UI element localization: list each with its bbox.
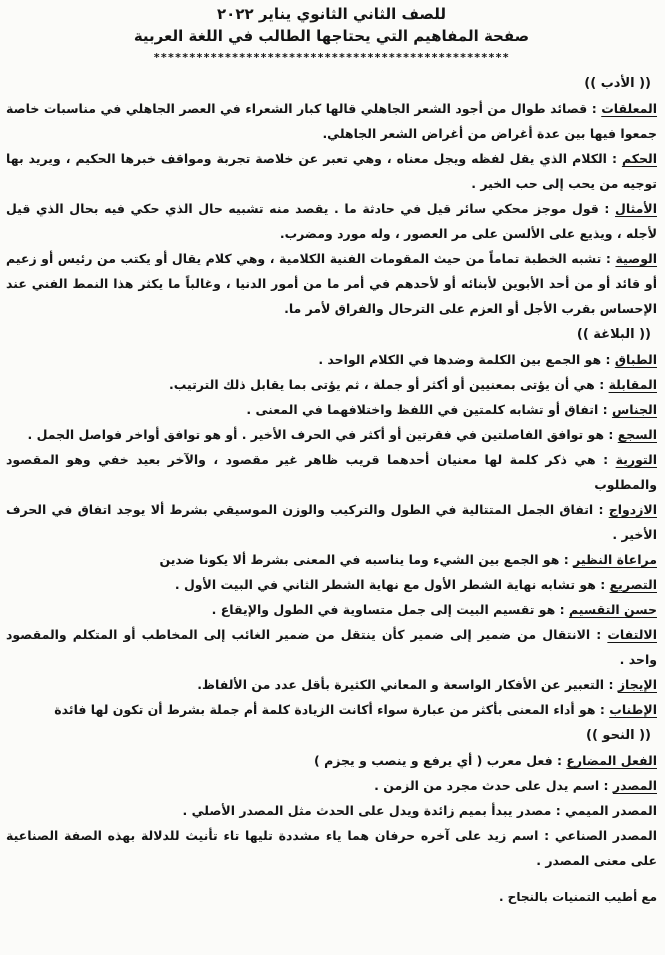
entry-definition: : هو أداء المعنى بأكثر من عبارة سواء أكانت الزيادة كلمة أم جملة بشرط أن تكون لها فائدة bbox=[54, 702, 605, 717]
entry-term: المعلقات bbox=[601, 101, 658, 116]
entry-definition: : اتفاق الجمل المتتالية في الطول والتركيب والوزن الموسيقي بشرط ألا يوجد اتفاق في الحرف الأخير . bbox=[6, 502, 657, 542]
entry-muraat-alnazir bbox=[6, 547, 657, 572]
entry-definition: : هو تشابه نهاية الشطر الأول مع نهاية الشطر الثاني في البيت الأول . bbox=[174, 577, 606, 592]
section-title-adab: (( الأدب )) bbox=[584, 76, 651, 91]
entry-definition: المصدر الصناعي : اسم زيد على آخره حرفان هما ياء مشددة تليها تاء تأنيث للدلالة بهذه الصفة الصناعية على معنى المصدر . bbox=[6, 828, 657, 868]
section-title-nahw: (( النحو )) bbox=[586, 728, 651, 743]
entry-tasri bbox=[6, 572, 657, 597]
entry-term: الفعل المضارع bbox=[566, 753, 657, 768]
entry-definition: : هي أن يؤتى بمعنيين أو أكثر أو جملة ، ثم يؤتى بما يقابل ذلك الترتيب. bbox=[168, 377, 605, 392]
entry-tibaq bbox=[6, 347, 657, 372]
entry-definition: : فعل معرب ( أي يرفع و ينصب و يجزم ) bbox=[314, 753, 562, 768]
entry-definition: : هو الجمع بين الشيء وما يناسبه في المعنى بشرط ألا يكونا ضدين bbox=[159, 552, 569, 567]
entry-iltifat bbox=[6, 622, 657, 672]
entry-muqabala bbox=[6, 372, 657, 397]
entry-definition: : قول موجز محكي سائر قيل في حادثة ما . يقصد منه تشبيه حال الذي حكي فيه بحال الذي قيل لأجله ، ويذيع على الألسن على مر العصور ، وله مورد ومضرب. bbox=[6, 201, 657, 241]
entry-term: الازدواج bbox=[608, 502, 657, 517]
entry-masdar-mimi bbox=[6, 798, 657, 823]
entry-term: المقابلة bbox=[608, 377, 657, 392]
entry-saj bbox=[6, 422, 657, 447]
entry-term: الأمثال bbox=[615, 201, 657, 216]
entry-itnab bbox=[6, 697, 657, 722]
header-grade-date: للصف الثاني الثانوي يناير ٢٠٢٢ bbox=[217, 5, 446, 23]
entry-izdiwaj bbox=[6, 497, 657, 547]
closing-wish: مع أطيب التمنيات بالنجاح . bbox=[498, 890, 657, 904]
entry-fil-mudari bbox=[6, 748, 657, 773]
entry-term: حسن التقسيم bbox=[568, 602, 657, 617]
entry-hikam bbox=[6, 146, 657, 196]
entry-term: الجناس bbox=[611, 402, 657, 417]
entry-jinas bbox=[6, 397, 657, 422]
entry-term: الحكم bbox=[621, 151, 657, 166]
entry-term: مراعاة النظير bbox=[573, 552, 657, 567]
entry-muallaqat bbox=[6, 96, 657, 146]
entry-definition: : التعبير عن الأفكار الواسعة و المعاني الكثيرة بأقل عدد من الألفاظ. bbox=[197, 677, 614, 692]
entry-term: المصدر bbox=[612, 778, 657, 793]
entry-definition: : هو تقسيم البيت إلى جمل متساوية في الطول والإيقاع . bbox=[211, 602, 565, 617]
entry-term: الوصية bbox=[615, 251, 658, 266]
entry-term: الطباق bbox=[614, 352, 657, 367]
entry-definition: : اتفاق أو تشابه كلمتين في اللفظ واختلافهما في المعنى . bbox=[246, 402, 608, 417]
entry-definition: : هو توافق الفاصلتين في فقرتين أو أكثر في الحرف الأخير . أو هو توافق أواخر فواصل الجمل . bbox=[27, 427, 614, 442]
entry-term: الالتفات bbox=[607, 627, 657, 642]
entry-definition: : هي ذكر كلمة لها معنيان أحدهما قريب ظاهر غير مقصود ، والآخر بعيد خفي وهو المقصود والمطلوب bbox=[6, 452, 657, 492]
entry-definition: : الكلام الذي يقل لفظه ويجل معناه ، وهي تعبر عن خلاصة تجربة ومواقف خبرها الحكيم ، ويريد بها توجيه من يحب إلى حب الخير . bbox=[6, 151, 657, 191]
star-divider: ************************************************** bbox=[153, 51, 510, 64]
entry-definition: : الانتقال من ضمير إلى ضمير كأن ينتقل من ضمير الغائب إلى المخاطب أو المتكلم والمقصود واحد . bbox=[6, 627, 657, 667]
header-title: صفحة المفاهيم التي يحتاجها الطالب في اللغة العربية bbox=[133, 27, 530, 45]
entry-tawriya bbox=[6, 447, 657, 497]
entry-ijaz bbox=[6, 672, 657, 697]
entry-definition: : اسم يدل على حدث مجرد من الزمن . bbox=[374, 778, 609, 793]
entry-term: الإيجاز bbox=[617, 677, 657, 692]
document-header bbox=[6, 3, 657, 47]
entry-definition: المصدر الميمي : مصدر يبدأ بميم زائدة ويدل على الحدث مثل المصدر الأصلي . bbox=[182, 803, 657, 818]
entry-amthal bbox=[6, 196, 657, 246]
entry-husn-altaqsim bbox=[6, 597, 657, 622]
entry-definition: : تشبه الخطبة تماماً من حيث المقومات الفنية الكلامية ، وهي كلام يقال أو يكتب من رئيس أو زعيم أو قائد أو من أحد الأبوين لأبنائه أو لأحدهم في أمر ما من أمور الدنيا ، وغالباً ما يكثر هذا النمط الفني عند الإحساس بقرب الأجل أو العزم على الترحال والفراق لأمر ما. bbox=[6, 251, 657, 316]
entry-term: الإطناب bbox=[609, 702, 657, 717]
entry-definition: : هو الجمع بين الكلمة وضدها في الكلام الواحد . bbox=[318, 352, 611, 367]
entry-masdar bbox=[6, 773, 657, 798]
entry-wasiyya bbox=[6, 246, 657, 321]
entry-term: التورية bbox=[615, 452, 657, 467]
entry-definition: : قصائد طوال من أجود الشعر الجاهلي قالها كبار الشعراء في العصر الجاهلي في مناسبات خاصة جمعوا فيها بين عدة أغراض من أغراض الشعر الجاهلي. bbox=[6, 101, 657, 141]
section-title-balagha: (( البلاغة )) bbox=[576, 327, 651, 342]
entry-masdar-sinai bbox=[6, 823, 657, 873]
entry-term: السجع bbox=[617, 427, 657, 442]
entry-term: التصريع bbox=[609, 577, 657, 592]
